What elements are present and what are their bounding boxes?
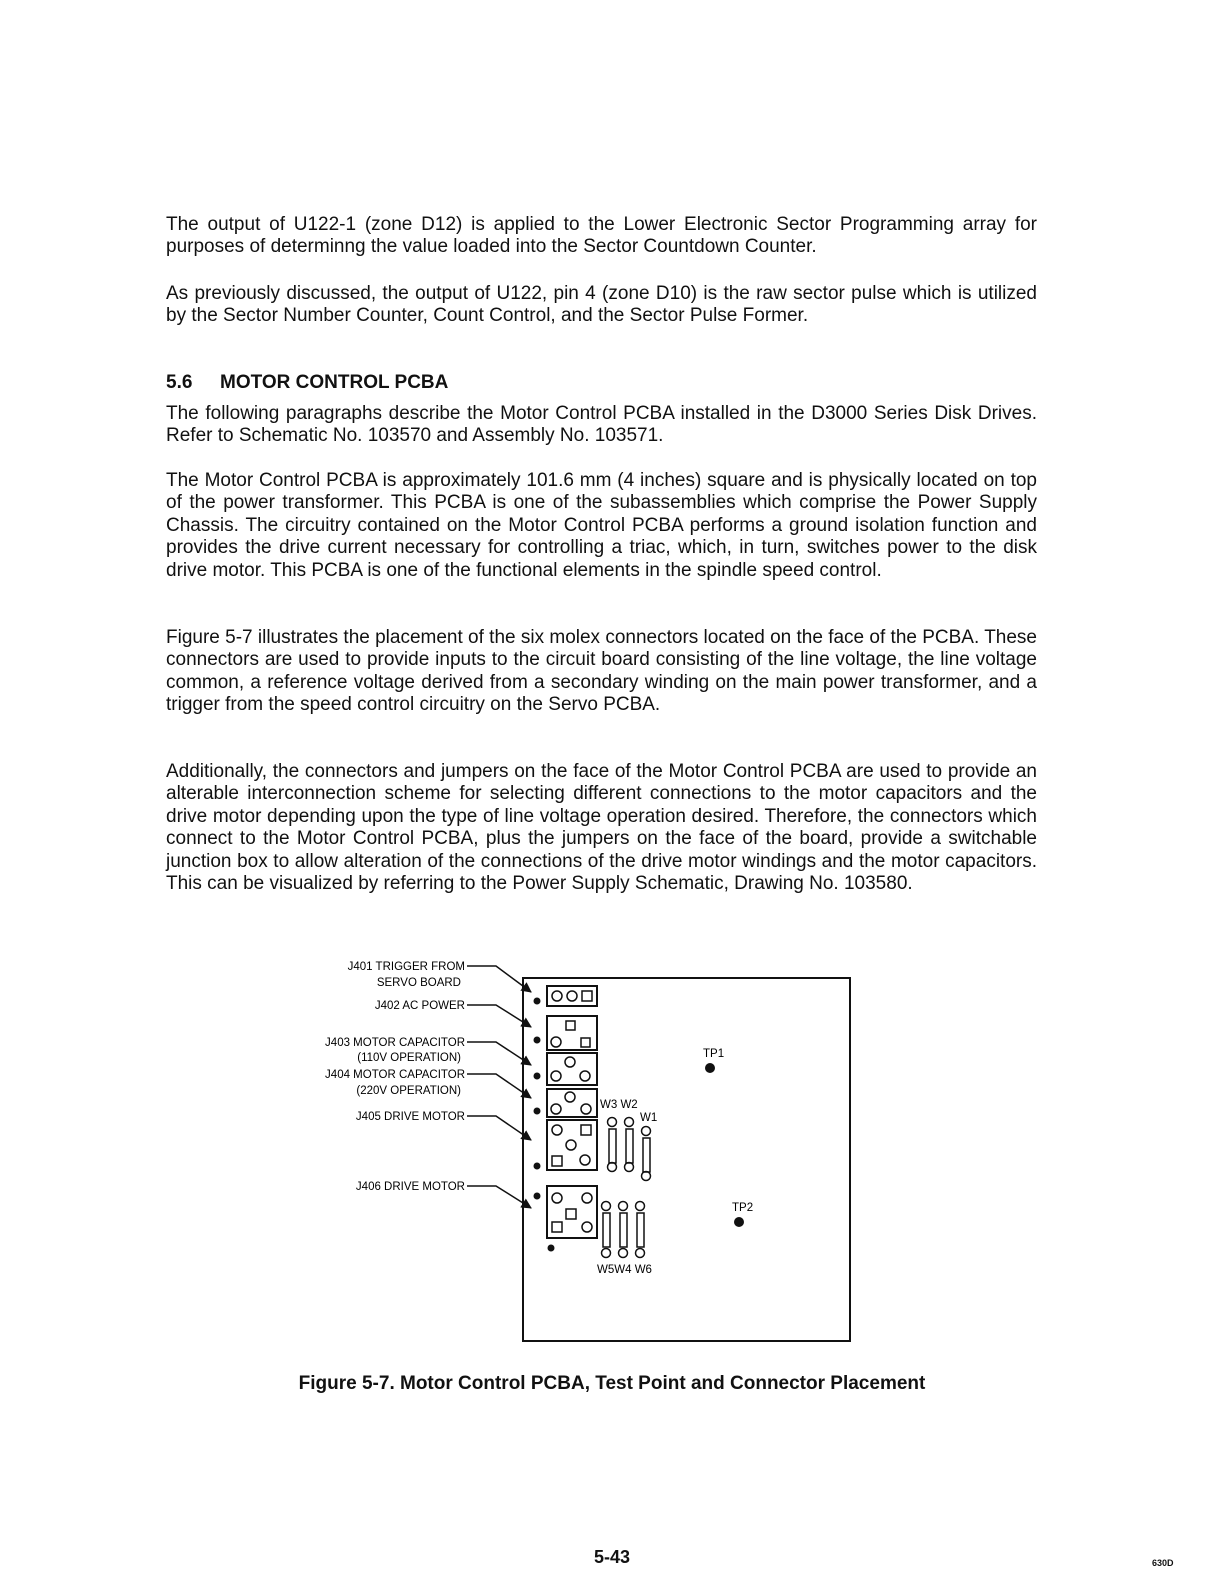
jumpers-w1-w2-w3	[608, 1118, 651, 1181]
label-j401-line1: J401 TRIGGER FROM	[347, 961, 465, 973]
label-j404-line1: J404 MOTOR CAPACITOR	[325, 1069, 465, 1081]
test-point-tp1	[705, 1063, 715, 1073]
connector-j404	[534, 1089, 598, 1117]
section-paragraph-4: Additionally, the connectors and jumpers on the face of the Motor Control PCBA are used to provide an alterable interconnection scheme for selecting different connections to the motor capacitors and the drive motor depending upon the type of line voltage operation desired. Therefore, the connectors which connect to the Motor Control PCBA, plus the jumpers on the face of the board, provide a switchable junction box to allow alteration of the connections of the drive motor windings and the motor capacitors. This can be visualized by referring to the Power Supply Schematic, Drawing No. 103580.	[166, 761, 1037, 895]
figure-caption: Figure 5-7. Motor Control PCBA, Test Point and Connector Placement	[298, 1373, 926, 1394]
intro-paragraph-2: As previously discussed, the output of U122, pin 4 (zone D10) is the raw sector pulse which is utilized by the Sector Number Counter, Count Control, and the Sector Pulse Former.	[166, 283, 1037, 327]
connector-j405	[534, 1120, 598, 1170]
label-j406: J406 DRIVE MOTOR	[355, 1181, 465, 1193]
leader-j402	[467, 1005, 531, 1027]
connector-j402	[534, 1016, 598, 1050]
section-paragraph-3: Figure 5-7 illustrates the placement of the six molex connectors located on the face of the PCBA. These connectors are used to provide inputs to the circuit board consisting of the line voltage, the line voltage common, a reference voltage derived from a secondary winding on the main power transformer, and a trigger from the speed control circuitry on the Servo PCBA.	[166, 627, 1037, 716]
label-j401-line2: SERVO BOARD	[376, 977, 461, 989]
pcb-outline	[523, 978, 850, 1341]
label-j402: J402 AC POWER	[374, 1000, 465, 1012]
leader-j404	[467, 1074, 531, 1098]
label-tp2: TP2	[732, 1202, 754, 1214]
section-number: 5.6	[166, 372, 193, 393]
leader-j405	[467, 1116, 531, 1140]
leader-j403	[467, 1042, 531, 1065]
section-heading	[166, 372, 448, 394]
label-j405: J405 DRIVE MOTOR	[355, 1111, 465, 1123]
connector-j403	[534, 1053, 598, 1085]
label-w5w4w6: W5W4 W6	[597, 1264, 652, 1276]
section-paragraph-1: The following paragraphs describe the Motor Control PCBA installed in the D3000 Series Disk Drives. Refer to Schematic No. 103570 and Assembly No. 103571.	[166, 403, 1037, 447]
connector-j401	[534, 986, 598, 1006]
page-number: 5-43	[593, 1547, 631, 1567]
label-j404-line2: (220V OPERATION)	[356, 1085, 461, 1097]
label-w3w2: W3 W2	[600, 1099, 638, 1111]
section-paragraph-2: The Motor Control PCBA is approximately 101.6 mm (4 inches) square and is physically located on top of the power transformer. This PCBA is one of the subassemblies which comprise the Power Supply Chassis. The circuitry contained on the Motor Control PCBA performs a ground isolation function and provides the drive current necessary for controlling a triac, which, in turn, switches power to the disk drive motor. This PCBA is one of the functional elements in the spindle speed control.	[166, 470, 1037, 581]
leader-j406	[467, 1186, 531, 1208]
label-w1: W1	[640, 1112, 658, 1124]
leader-j401	[467, 966, 531, 992]
pcba-figure	[300, 950, 860, 1350]
jumpers-w4-w5-w6	[602, 1202, 645, 1258]
label-j403-line2: (110V OPERATION)	[357, 1052, 461, 1064]
intro-paragraph-1: The output of U122-1 (zone D12) is applied to the Lower Electronic Sector Programming array for purposes of determinng the value loaded into the Sector Countdown Counter.	[166, 214, 1037, 258]
test-point-tp2	[734, 1217, 744, 1227]
document-code: 630D	[1152, 1558, 1174, 1568]
label-j403-line1: J403 MOTOR CAPACITOR	[325, 1037, 465, 1049]
connector-j406	[534, 1186, 598, 1252]
label-tp1: TP1	[703, 1048, 725, 1060]
section-title: MOTOR CONTROL PCBA	[220, 372, 449, 393]
